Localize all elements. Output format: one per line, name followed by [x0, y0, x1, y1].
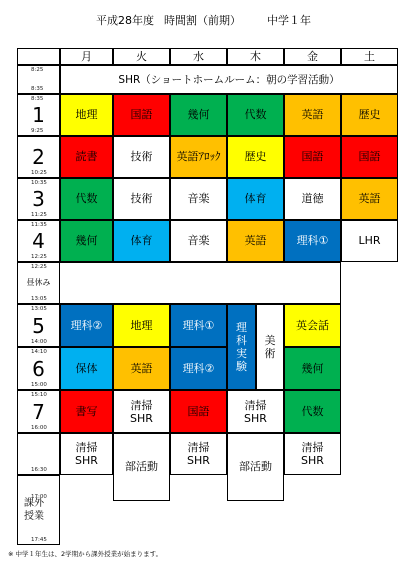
club-activity-cell: [227, 433, 284, 501]
subject-label: LHR: [358, 234, 381, 247]
cleaning-label: 清掃: [187, 441, 210, 454]
start-time: 13:05: [31, 306, 47, 312]
subject-cell: [284, 94, 341, 136]
subject-char: 験: [236, 360, 247, 373]
period-number: 7: [32, 399, 45, 424]
end-time: 10:25: [31, 170, 47, 176]
day-header: [60, 48, 113, 65]
subject-cell: [284, 347, 341, 390]
subject-cell: [170, 220, 227, 262]
end-time: 13:05: [31, 296, 47, 302]
subject-cell: [341, 94, 398, 136]
subject-label: 幾何: [75, 234, 98, 247]
period-number: 2: [32, 145, 45, 169]
subject-char: 美: [264, 334, 276, 347]
subject-char: 術: [264, 347, 276, 360]
end-time: 14:00: [31, 339, 47, 345]
cleaning-shr-cell: [60, 433, 113, 475]
day-header: [341, 48, 398, 65]
cleaning-label: 清掃: [75, 441, 98, 454]
start-time: 8:35: [31, 96, 44, 102]
corner-cell: [17, 48, 60, 65]
subject-cell: [170, 136, 227, 178]
subject-label: 国語: [187, 404, 210, 418]
subject-cell: [170, 390, 227, 433]
lunch-label: 昼休み: [26, 278, 51, 287]
subject-cell: [341, 220, 398, 262]
subject-cell: [227, 178, 284, 220]
subject-cell: [170, 304, 227, 347]
subject-cell: [60, 390, 113, 433]
subject-cell: [284, 304, 341, 347]
club-activity-label: 部活動: [239, 460, 272, 473]
subject-cell: [113, 304, 170, 347]
subject-cell: [284, 178, 341, 220]
subject-cell: [113, 220, 170, 262]
cleaning-shr-cell: [170, 433, 227, 475]
subject-label: 技術: [130, 192, 153, 205]
club-activity-label: 部活動: [125, 460, 158, 473]
subject-label: 体育: [244, 192, 267, 205]
day-label: 木: [250, 49, 261, 63]
subject-label: 幾何: [187, 108, 210, 121]
science-lab-cell: [227, 304, 256, 390]
subject-label: 道徳: [301, 192, 324, 205]
subject-cell: [284, 220, 341, 262]
school-year: 平成28年度: [96, 14, 154, 27]
subject-cell: [113, 94, 170, 136]
shr-label: SHR: [75, 454, 98, 467]
subject-label: 書写: [75, 404, 98, 418]
after-school-label: 課外: [24, 498, 44, 509]
day-header: [113, 48, 170, 65]
day-label: 金: [307, 49, 318, 63]
subject-cell: [227, 136, 284, 178]
start-time: 17:00: [31, 494, 47, 500]
grade-label: 中学１年: [267, 14, 311, 27]
day-header: [170, 48, 227, 65]
subject-label: 理科②: [70, 318, 103, 332]
subject-label: 地理: [75, 108, 98, 121]
subject-cell: [227, 220, 284, 262]
start-time: 14:10: [31, 349, 47, 355]
after-school-cell: [17, 475, 60, 545]
subject-cell: [113, 347, 170, 390]
subject-label: 英語: [244, 234, 267, 247]
period-number: 4: [32, 229, 45, 253]
end-time: 8:35: [31, 86, 44, 92]
subject-cell: [113, 178, 170, 220]
subject-label: 理科①: [182, 318, 215, 332]
subject-label: 歴史: [244, 150, 267, 163]
subject-label: 代数: [75, 192, 98, 205]
subject-cell: [170, 94, 227, 136]
subject-label: 国語: [301, 150, 324, 163]
subject-cell: [227, 94, 284, 136]
cleaning-label: 清掃: [244, 398, 267, 412]
subject-cell: [341, 178, 398, 220]
cleaning-shr-cell: [284, 433, 341, 475]
subject-label: 代数: [244, 108, 267, 121]
start-time: 8:25: [31, 67, 44, 73]
day-header: [227, 48, 284, 65]
day-label: 水: [193, 49, 204, 63]
club-activity-cell: [113, 433, 170, 501]
shr-label: SHR: [187, 454, 210, 467]
subject-cell: [170, 347, 227, 390]
subject-cell: [60, 347, 113, 390]
end-time: 17:45: [31, 537, 47, 543]
timetable-name: 時間割（前期）: [164, 14, 241, 27]
subject-cell: [284, 390, 341, 433]
cleaning-shr-cell: [227, 390, 284, 433]
subject-label: 保体: [75, 361, 98, 375]
shr-label: SHR: [301, 454, 324, 467]
subject-cell: [60, 136, 113, 178]
shr-label: SHR（ショートホームルーム：朝の学習活動）: [118, 73, 340, 86]
lunch-row: [60, 262, 341, 304]
day-header: [284, 48, 341, 65]
subject-cell: [341, 136, 398, 178]
subject-char: 実: [236, 347, 247, 360]
subject-label: 音楽: [187, 192, 210, 205]
end-time: 9:25: [31, 128, 44, 134]
day-label: 土: [364, 49, 375, 63]
period-number: 3: [32, 187, 45, 211]
subject-char: 理: [236, 321, 247, 334]
subject-cell: [170, 178, 227, 220]
subject-label: 音楽: [187, 234, 210, 247]
start-time: 10:35: [31, 180, 47, 186]
subject-label: 英語: [130, 361, 153, 375]
start-time: 12:25: [31, 264, 47, 270]
day-label: 月: [81, 49, 92, 63]
subject-char: 科: [236, 334, 247, 347]
subject-cell: [60, 304, 113, 347]
day-label: 火: [136, 49, 147, 63]
start-time: 11:35: [31, 222, 47, 228]
shr-label: SHR: [244, 411, 267, 425]
start-time: 15:10: [31, 392, 47, 398]
subject-cell: [113, 136, 170, 178]
subject-label: 国語: [358, 150, 381, 163]
end-time: 16:00: [31, 425, 47, 431]
subject-label: 英語: [358, 192, 381, 205]
end-time: 15:00: [31, 382, 47, 388]
subject-cell: [284, 136, 341, 178]
subject-cell: [60, 94, 113, 136]
subject-label: 代数: [301, 404, 324, 418]
end-time: 12:25: [31, 254, 47, 260]
subject-label: 読書: [75, 150, 98, 163]
shr-label: SHR: [130, 411, 153, 425]
subject-label: 英語: [301, 108, 324, 121]
subject-cell: [60, 220, 113, 262]
subject-label: 英会話: [296, 318, 329, 332]
subject-label: 英語ｱﾛｯｸ: [176, 150, 221, 163]
after-school-label: 授業: [24, 511, 44, 522]
end-time: 11:25: [31, 212, 47, 218]
subject-label: 理科②: [182, 361, 215, 375]
period-number: 5: [32, 313, 45, 338]
subject-label: 体育: [130, 234, 153, 247]
subject-label: 歴史: [358, 108, 381, 121]
art-cell: [256, 304, 284, 390]
shr-cell: [60, 65, 398, 94]
subject-label: 技術: [130, 150, 153, 163]
period-number: 6: [32, 356, 45, 381]
period-number: 1: [32, 103, 45, 127]
cleaning-label: 清掃: [301, 441, 324, 454]
cleanup-time: 16:30: [31, 467, 47, 473]
subject-cell: [60, 178, 113, 220]
footnote: ※ 中学１年生は、2学期から課外授業が始まります。: [8, 550, 163, 558]
subject-label: 地理: [130, 318, 153, 332]
cleaning-shr-cell: [113, 390, 170, 433]
subject-label: 幾何: [301, 361, 324, 375]
cleaning-label: 清掃: [130, 398, 153, 412]
subject-label: 理科①: [296, 234, 329, 247]
subject-label: 国語: [130, 108, 153, 121]
